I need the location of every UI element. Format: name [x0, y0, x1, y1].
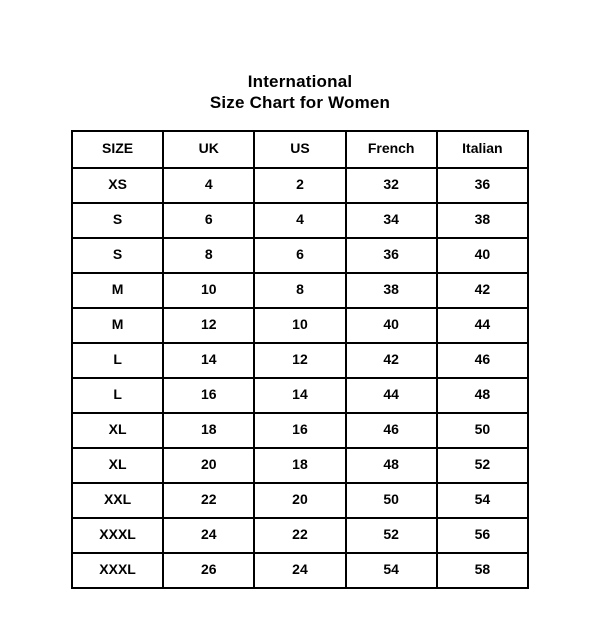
title-line-2: Size Chart for Women [209, 93, 391, 112]
size-value-cell: 34 [346, 203, 437, 238]
table-row [72, 273, 528, 308]
size-chart-table [71, 130, 529, 589]
title-line-1: International [247, 72, 353, 91]
size-value-cell: 46 [346, 413, 437, 448]
size-value-cell: 42 [346, 343, 437, 378]
size-value-cell: 52 [346, 518, 437, 553]
size-label-cell: XXXL [72, 553, 163, 588]
size-value-cell: 50 [346, 483, 437, 518]
size-value-cell: 52 [437, 448, 528, 483]
size-value-cell: 42 [437, 273, 528, 308]
size-label-cell: L [72, 343, 163, 378]
size-label-cell: M [72, 308, 163, 343]
column-header-italian: Italian [437, 131, 528, 168]
size-value-cell: 18 [254, 448, 345, 483]
size-value-cell: 16 [163, 378, 254, 413]
size-value-cell: 16 [254, 413, 345, 448]
size-value-cell: 10 [163, 273, 254, 308]
table-header [72, 131, 528, 168]
size-value-cell: 8 [254, 273, 345, 308]
table-row [72, 413, 528, 448]
table-row [72, 378, 528, 413]
size-value-cell: 32 [346, 168, 437, 203]
size-value-cell: 10 [254, 308, 345, 343]
size-value-cell: 40 [437, 238, 528, 273]
size-value-cell: 4 [163, 168, 254, 203]
size-value-cell: 12 [254, 343, 345, 378]
table-row [72, 448, 528, 483]
table-row [72, 308, 528, 343]
size-value-cell: 2 [254, 168, 345, 203]
size-label-cell: S [72, 238, 163, 273]
size-value-cell: 6 [163, 203, 254, 238]
table-body [72, 168, 528, 588]
header-row [72, 131, 528, 168]
size-value-cell: 4 [254, 203, 345, 238]
size-value-cell: 44 [437, 308, 528, 343]
size-value-cell: 18 [163, 413, 254, 448]
size-value-cell: 14 [254, 378, 345, 413]
size-label-cell: XL [72, 413, 163, 448]
size-value-cell: 20 [254, 483, 345, 518]
size-value-cell: 24 [163, 518, 254, 553]
size-value-cell: 46 [437, 343, 528, 378]
size-value-cell: 20 [163, 448, 254, 483]
size-value-cell: 14 [163, 343, 254, 378]
size-value-cell: 58 [437, 553, 528, 588]
size-label-cell: XXXL [72, 518, 163, 553]
size-value-cell: 48 [437, 378, 528, 413]
size-value-cell: 40 [346, 308, 437, 343]
size-value-cell: 54 [346, 553, 437, 588]
column-header-french: French [346, 131, 437, 168]
table-row [72, 483, 528, 518]
table-row [72, 518, 528, 553]
size-label-cell: XXL [72, 483, 163, 518]
table-row [72, 203, 528, 238]
column-header-uk: UK [163, 131, 254, 168]
table-row [72, 168, 528, 203]
size-value-cell: 24 [254, 553, 345, 588]
size-value-cell: 26 [163, 553, 254, 588]
size-value-cell: 44 [346, 378, 437, 413]
table-row [72, 553, 528, 588]
column-header-us: US [254, 131, 345, 168]
column-header-size: SIZE [72, 131, 163, 168]
size-value-cell: 12 [163, 308, 254, 343]
size-value-cell: 38 [437, 203, 528, 238]
size-label-cell: S [72, 203, 163, 238]
size-value-cell: 56 [437, 518, 528, 553]
size-value-cell: 6 [254, 238, 345, 273]
table-row [72, 238, 528, 273]
size-value-cell: 22 [163, 483, 254, 518]
table-row [72, 343, 528, 378]
size-label-cell: XS [72, 168, 163, 203]
size-value-cell: 48 [346, 448, 437, 483]
size-label-cell: L [72, 378, 163, 413]
page-title [0, 0, 600, 113]
size-value-cell: 36 [437, 168, 528, 203]
size-label-cell: XL [72, 448, 163, 483]
size-value-cell: 50 [437, 413, 528, 448]
size-value-cell: 38 [346, 273, 437, 308]
size-value-cell: 36 [346, 238, 437, 273]
size-value-cell: 22 [254, 518, 345, 553]
size-label-cell: M [72, 273, 163, 308]
size-value-cell: 54 [437, 483, 528, 518]
size-value-cell: 8 [163, 238, 254, 273]
